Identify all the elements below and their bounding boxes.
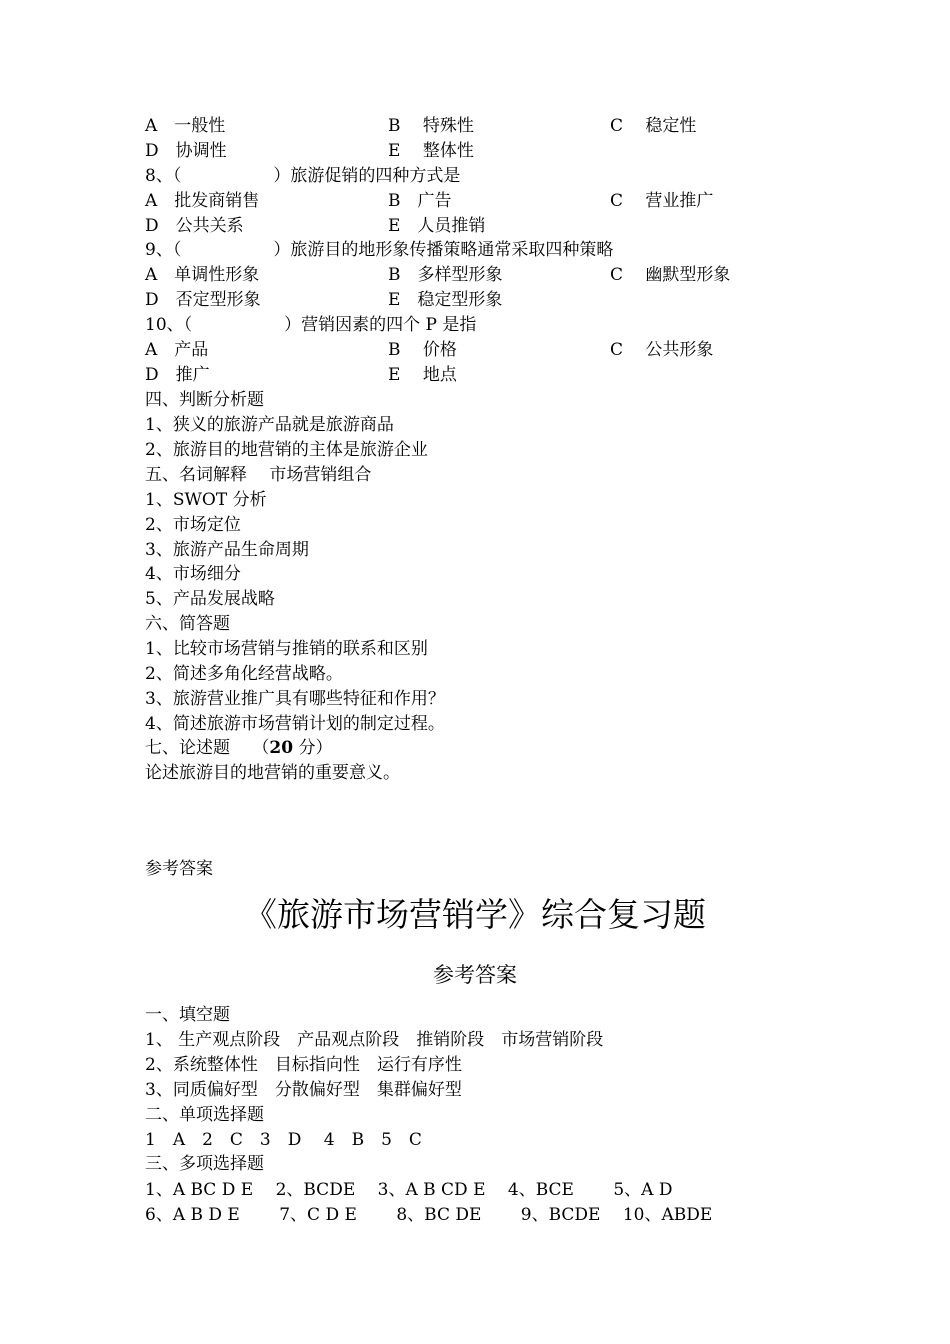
q10-option-b: B 价格	[388, 340, 457, 360]
section5-item: 3、旅游产品生命周期	[145, 540, 309, 560]
q10-option-a: A 产品	[145, 340, 209, 360]
section7-score: 20	[269, 738, 294, 758]
q10-stem	[145, 313, 476, 337]
q8-stem	[145, 164, 460, 188]
section6-item: 3、旅游营业推广具有哪些特征和作用？	[145, 689, 445, 709]
q9-option-d: D 否定型形象	[145, 290, 261, 310]
q8-option-a: A 批发商销售	[145, 191, 260, 211]
answer-title: 《旅游市场营销学》综合复习题	[244, 895, 706, 934]
q9-option-a: A 单调性形象	[145, 265, 260, 285]
section6-item: 1、比较市场营销与推销的联系和区别	[145, 639, 428, 659]
section4-item: 2、旅游目的地营销的主体是旅游企业	[145, 440, 428, 460]
q8-option-b: B 广告	[388, 191, 452, 211]
section6-item: 2、简述多角化经营战略。	[145, 664, 343, 684]
q10-stem-suffix: ）营销因素的四个 P 是指	[284, 315, 477, 335]
answers-multi-item: 1、A BC D E 2、BCDE 3、A B CD E 4、BCE 5、A D	[145, 1180, 673, 1200]
q9-stem-prefix: 9、（	[145, 240, 182, 260]
answers-fill-item: 3、同质偏好型 分散偏好型 集群偏好型	[145, 1080, 462, 1100]
q10-option-d: D 推广	[145, 365, 210, 385]
section7-item: 论述旅游目的地营销的重要意义。	[145, 763, 400, 783]
q8-option-d: D 公共关系	[145, 216, 244, 236]
q7-option-a: A 一般性	[145, 116, 226, 136]
section6-item: 4、简述旅游市场营销计划的制定过程。	[145, 714, 445, 734]
section7-heading	[145, 736, 332, 760]
section4-item: 1、狭义的旅游产品就是旅游商品	[145, 415, 394, 435]
q8-option-e: E 人员推销	[388, 216, 486, 236]
q10-option-e: E 地点	[388, 365, 457, 385]
answers-multi-item: 6、A B D E 7、C D E 8、BC DE 9、BCDE 10、ABDE	[145, 1205, 713, 1225]
answer-subtitle: 参考答案	[433, 963, 517, 987]
answers-single-heading: 二、单项选择题	[145, 1105, 264, 1125]
q10-stem-prefix: 10、（	[145, 315, 193, 335]
q10-option-c: C 公共形象	[610, 340, 714, 360]
answers-multi-heading: 三、多项选择题	[145, 1154, 264, 1174]
section5-heading: 五、名词解释 市场营销组合	[145, 465, 372, 485]
section4-heading: 四、判断分析题	[145, 390, 264, 410]
section5-item: 1、SWOT 分析	[145, 490, 267, 510]
q9-option-c: C 幽默型形象	[610, 265, 731, 285]
q8-stem-suffix: ）旅游促销的四种方式是	[273, 166, 461, 186]
answers-fill-item: 1、 生产观点阶段 产品观点阶段 推销阶段 市场营销阶段	[145, 1030, 604, 1050]
q9-option-e: E 稳定型形象	[388, 290, 503, 310]
q8-option-c: C 营业推广	[610, 191, 714, 211]
section6-heading: 六、简答题	[145, 614, 230, 634]
answers-fill-heading: 一、填空题	[145, 1005, 230, 1025]
section5-item: 4、市场细分	[145, 564, 241, 584]
q7-option-e: E 整体性	[388, 141, 474, 161]
answer-label: 参考答案	[145, 859, 213, 879]
section5-item: 5、产品发展战略	[145, 589, 275, 609]
q7-option-c: C 稳定性	[610, 116, 697, 136]
q8-stem-prefix: 8、（	[145, 166, 182, 186]
q9-option-b: B 多样型形象	[388, 265, 503, 285]
section5-item: 2、市场定位	[145, 515, 241, 535]
answers-fill-item: 2、系统整体性 目标指向性 运行有序性	[145, 1055, 462, 1075]
section7-heading-text: 七、论述题 （	[145, 738, 270, 758]
q7-option-b: B 特殊性	[388, 116, 474, 136]
section7-heading-unit: 分）	[293, 738, 333, 758]
q9-stem	[145, 238, 613, 262]
q9-stem-suffix: ）旅游目的地形象传播策略通常采取四种策略	[273, 240, 614, 260]
q7-option-d: D 协调性	[145, 141, 227, 161]
answers-single-item: 1 A 2 C 3 D 4 B 5 C	[145, 1130, 422, 1150]
